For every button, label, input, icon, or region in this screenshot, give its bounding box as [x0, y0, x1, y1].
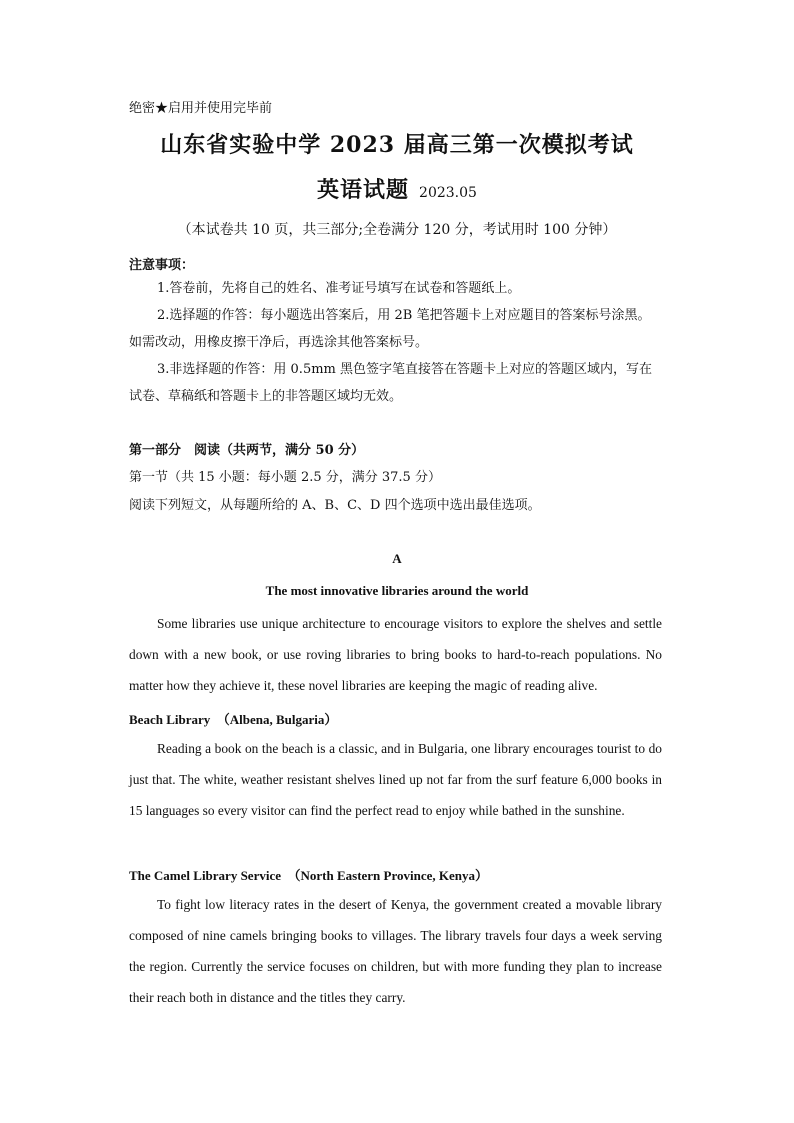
- section-text-camel-library: To fight low literacy rates in the desert of Kenya, the government created a movable library composed of nine camels bringing books to villages. The library travels four days a week serving the region. Currently the service focuses on children, but with more funding they plan to increase their reach both in distance and the titles they carry.: [129, 897, 662, 1005]
- exam-title: 山东省实验中学 2023 届高三第一次模拟考试: [160, 132, 634, 158]
- exam-date: 2023.05: [419, 185, 477, 201]
- part-heading: 第一部分 阅读（共两节，满分 50 分）: [129, 443, 365, 458]
- exam-info: （本试卷共 10 页，共三部分;全卷满分 120 分，考试用时 100 分钟）: [177, 222, 617, 238]
- section-heading: 第一节（共 15 小题：每小题 2.5 分，满分 37.5 分）: [129, 470, 441, 485]
- notes-heading: 注意事项：: [129, 258, 195, 273]
- note-item-3: 3.非选择题的作答：用 0.5mm 黑色签字笔直接答在答题卡上对应的答题区域内，写在试卷、草稿纸和答题卡上的非答题区域均无效。: [129, 362, 652, 404]
- note-item-2: 2.选择题的作答：每小题选出答案后，用 2B 笔把答题卡上对应题目的答案标号涂黑。如需改动，用橡皮擦干净后，再选涂其他答案标号。: [129, 308, 651, 350]
- passage-intro: Some libraries use unique architecture to encourage visitors to explore the shelves and settle down with a new book, or use roving libraries to bring books to hard-to-reach populations. No matter how they achieve it, these novel libraries are keeping the magic of reading alive.: [129, 616, 662, 693]
- confidential-notice: 绝密★启用并使用完毕前: [129, 101, 273, 116]
- subtitle-row: [0, 173, 794, 204]
- section-text-beach-library: Reading a book on the beach is a classic, and in Bulgaria, one library encourages tourist to do just that. The white, weather resistant shelves lined up not far from the surf feature 6,000 books in 15 languages so every visitor can find the perfect read to enjoy while bathed in the sunshine.: [129, 741, 662, 818]
- note-item-1: 1.答卷前，先将自己的姓名、准考证号填写在试卷和答题纸上。: [157, 281, 521, 296]
- passage-title: The most innovative libraries around the world: [265, 583, 529, 598]
- exam-subject: 英语试题: [317, 177, 410, 203]
- passage-letter: A: [392, 551, 402, 566]
- section-heading-beach-library: Beach Library （Albena, Bulgaria）: [129, 712, 338, 727]
- reading-instruction: 阅读下列短文，从每题所给的 A、B、C、D 四个选项中选出最佳选项。: [129, 498, 541, 513]
- section-heading-camel-library: The Camel Library Service （North Eastern Province, Kenya）: [129, 868, 489, 883]
